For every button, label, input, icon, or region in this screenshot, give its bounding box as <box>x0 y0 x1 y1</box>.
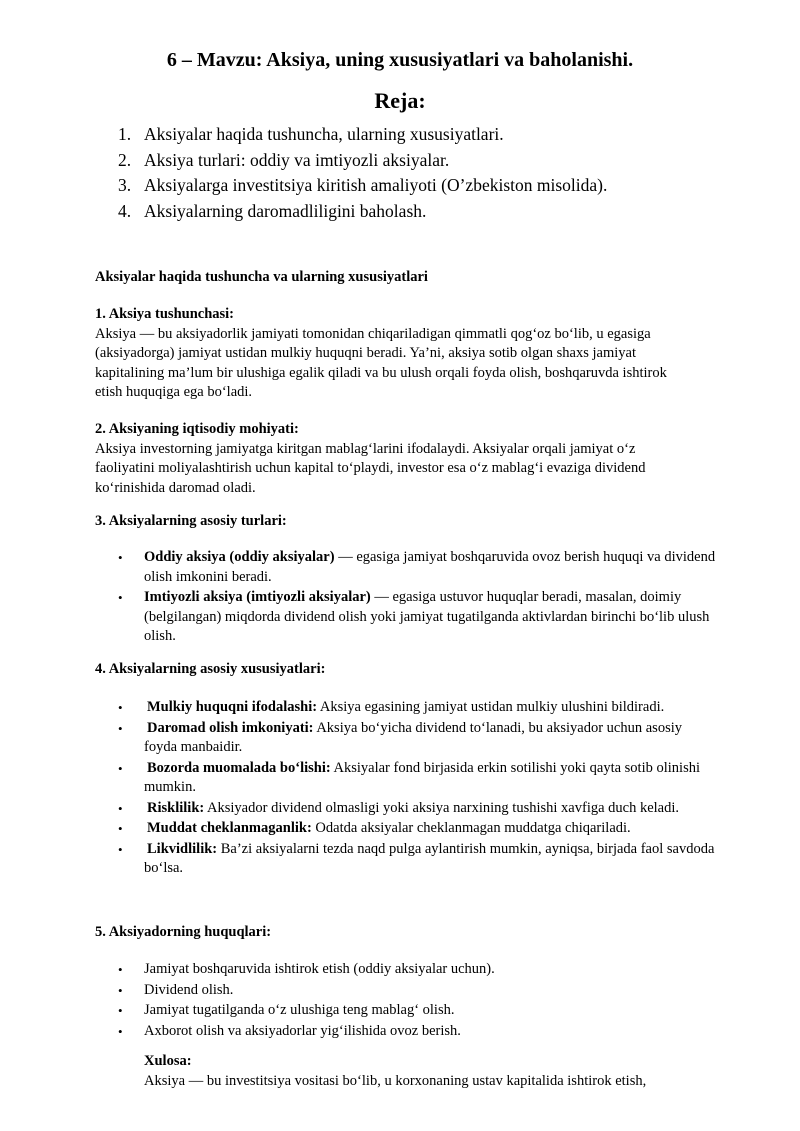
concept-line: Aksiya — bu aksiyadorlik jamiyati tomonidan chiqariladigan qimmatli qog‘oz bo‘lib, u egasiga <box>95 325 651 342</box>
list-item <box>118 1022 718 1042</box>
list-item <box>118 719 718 758</box>
list-item-term: Daromad olish imkoniyati: <box>147 719 314 736</box>
economic-essence-line: ko‘rinishida daromad oladi. <box>95 479 256 496</box>
types-heading-block <box>95 512 715 532</box>
list-item-text: Aksiya egasining jamiyat ustidan mulkiy ulushini bildiradi. <box>317 699 665 715</box>
list-item-text: Axborot olish va aksiyadorlar yig‘ilishida ovoz berish. <box>144 1022 461 1039</box>
plan-item <box>118 122 607 148</box>
list-item-text: — egasiga ustuvor huquqlar beradi, masalan, doimiy (belgilangan) miqdorda dividend olish yoki jamiyat tugatilganda aktivlardan birinchi bo‘lib ulush olish. <box>144 589 710 644</box>
plan-item <box>118 199 607 225</box>
list-item-text: Aksiyalar fond birjasida erkin sotilishi yoki qayta sotib olinishi mumkin. <box>144 759 700 795</box>
types-list <box>118 548 718 648</box>
section-heading: Aksiyalar haqida tushuncha va ularning xususiyatlari <box>95 269 428 285</box>
economic-essence-line: Aksiya investorning jamiyatga kiritgan mablag‘larini ifodalaydi. Aksiyalar orqali jamiyat o‘z <box>95 440 636 457</box>
list-item <box>118 759 718 798</box>
list-item <box>118 548 718 587</box>
list-item <box>118 840 718 879</box>
list-item-term: Mulkiy huquqni ifodalashi: <box>147 699 318 715</box>
bullet-icon: • <box>118 700 123 715</box>
features-list <box>118 698 718 880</box>
conclusion-text: Aksiya — bu investitsiya vositasi bo‘lib, u korxonaning ustav kapitalida ishtirok etish, <box>144 1072 647 1089</box>
bullet-icon: • <box>118 1023 123 1039</box>
concept-line: etish huquqiga ega bo‘ladi. <box>95 384 253 400</box>
plan-item-number: 1. <box>118 124 132 144</box>
rights-heading: 5. Aksiyadorning huquqlari: <box>95 924 272 940</box>
list-item <box>118 1001 718 1021</box>
section-heading-block <box>95 268 715 288</box>
economic-essence-line: faoliyatini moliyalashtirish uchun kapital to‘playdi, investor esa o‘z mablag‘i evaziga dividend <box>95 460 646 476</box>
features-heading-block <box>95 660 715 680</box>
list-item-term: Bozorda muomalada bo‘lishi: <box>147 759 331 776</box>
bullet-icon: • <box>118 841 123 857</box>
plan-item-number: 4. <box>118 200 132 221</box>
concept-heading: 1. Aksiya tushunchasi: <box>95 306 235 322</box>
bullet-icon: • <box>118 962 123 977</box>
plan-list <box>118 122 607 224</box>
bullet-icon: • <box>118 760 123 776</box>
bullet-icon: • <box>118 550 123 565</box>
list-item-text: Odatda aksiyalar cheklanmagan muddatga chiqariladi. <box>311 820 631 836</box>
page-title: 6 – Mavzu: Aksiya, uning xususiyatlari va baholanishi. <box>166 49 634 71</box>
conclusion-section <box>144 1052 744 1091</box>
list-item-text: Jamiyat tugatilganda o‘z ulushiga teng mablag‘ olish. <box>144 1002 455 1018</box>
plan-item-number: 2. <box>118 149 132 170</box>
conclusion-heading: Xulosa: <box>144 1053 192 1069</box>
list-item-text: Dividend olish. <box>144 981 234 998</box>
rights-list <box>118 960 718 1042</box>
plan-heading: Reja: <box>374 88 426 113</box>
concept-line: (aksiyadorga) jamiyat ustidan mulkiy huquqni beradi. Ya’ni, aksiya sotib olgan shaxs jamiyat <box>95 345 636 361</box>
list-item-text: — egasiga jamiyat boshqaruvida ovoz berish huquqi va dividend olish imkonini beradi. <box>144 549 716 585</box>
plan-item-number: 3. <box>118 175 132 195</box>
bullet-icon: • <box>118 982 123 998</box>
list-item <box>118 588 718 647</box>
list-item-term: Oddiy aksiya (oddiy aksiyalar) <box>144 549 335 565</box>
concept-line: kapitalining ma’lum bir ulushiga egalik qiladi va bu ulush orqali foyda olish, boshqaruvda ishtirok <box>95 364 667 381</box>
list-item <box>118 960 718 980</box>
list-item-text: Aksiyador dividend olmasligi yoki aksiya narxining tushishi xavfiga duch keladi. <box>204 799 680 816</box>
list-item-term: Muddat cheklanmaganlik: <box>147 820 312 836</box>
plan-item-text: Aksiya turlari: oddiy va imtiyozli aksiyalar. <box>144 149 450 170</box>
plan-item <box>118 148 607 174</box>
features-heading: 4. Aksiyalarning asosiy xususiyatlari: <box>95 661 326 677</box>
list-item <box>118 799 718 819</box>
list-item-text: Jamiyat boshqaruvida ishtirok etish (oddiy aksiyalar uchun). <box>144 961 495 977</box>
economic-essence-section <box>95 420 715 498</box>
list-item-term: Risklilik: <box>147 799 205 816</box>
list-item-term: Imtiyozli aksiya (imtiyozli aksiyalar) <box>144 589 371 605</box>
plan-item-text: Aksiyalarga investitsiya kiritish amaliyoti (O’zbekiston misolida). <box>144 175 608 195</box>
list-item <box>118 819 718 839</box>
bullet-icon: • <box>118 590 123 605</box>
plan-item-text: Aksiyalarning daromadliligini baholash. <box>144 200 427 221</box>
list-item <box>118 981 718 1001</box>
list-item-text: Ba’zi aksiyalarni tezda naqd pulga aylantirish mumkin, ayniqsa, birjada faol savdoda bo‘lsa. <box>144 840 715 876</box>
rights-heading-block <box>95 923 715 943</box>
bullet-icon: • <box>118 821 123 836</box>
plan-item <box>118 173 607 199</box>
types-heading: 3. Aksiyalarning asosiy turlari: <box>95 513 287 529</box>
list-item <box>118 698 718 718</box>
plan-item-text: Aksiyalar haqida tushuncha, ularning xususiyatlari. <box>144 124 504 144</box>
list-item-term: Likvidlilik: <box>147 840 218 857</box>
bullet-icon: • <box>118 800 123 816</box>
economic-essence-heading: 2. Aksiyaning iqtisodiy mohiyati: <box>95 421 299 437</box>
list-item-text: Aksiya bo‘yicha dividend to‘lanadi, bu aksiyador uchun asosiy foyda manbaidir. <box>144 719 682 755</box>
concept-section <box>95 305 715 403</box>
bullet-icon: • <box>118 1003 123 1018</box>
bullet-icon: • <box>118 720 123 736</box>
